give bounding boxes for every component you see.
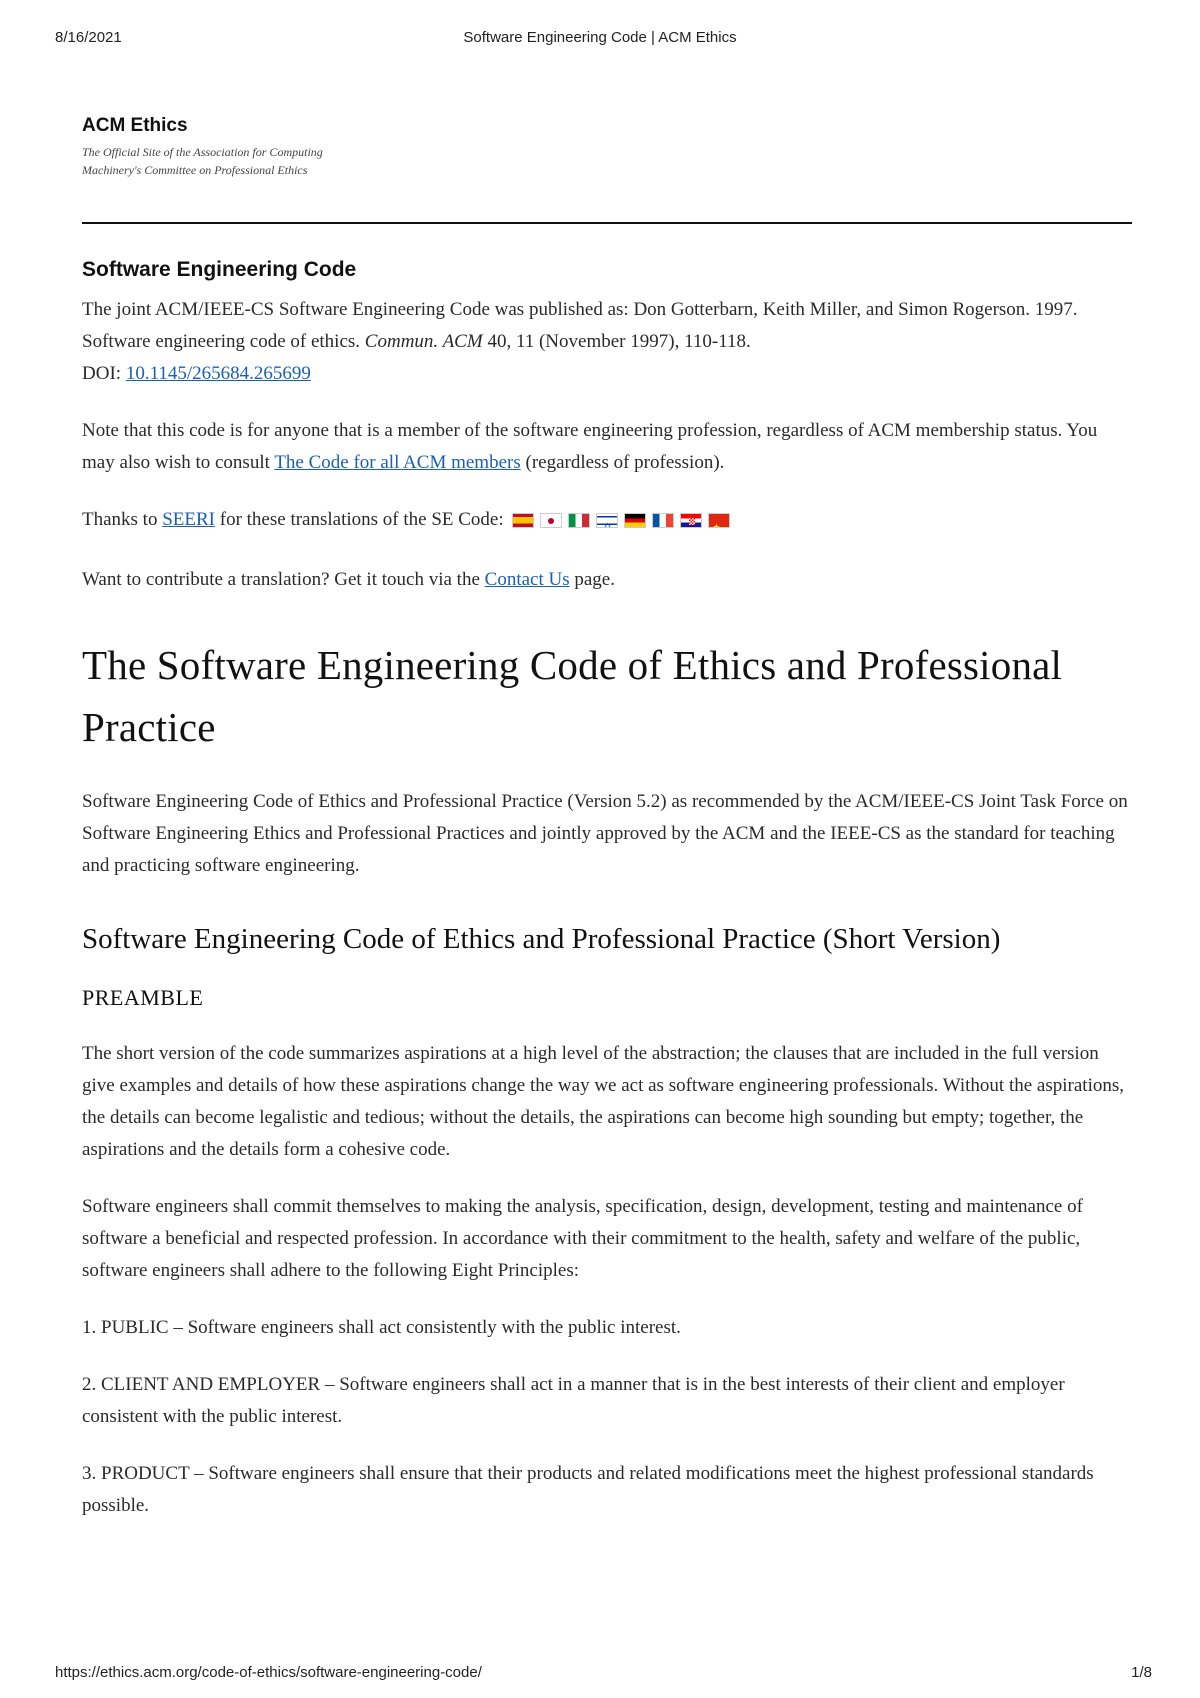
site-header (82, 115, 382, 179)
membership-note (82, 415, 1134, 479)
print-page-title: Software Engineering Code | ACM Ethics (463, 29, 737, 46)
short-version-heading: Software Engineering Code of Ethics and Professional Practice (Short Version) (82, 923, 1001, 955)
translations-paragraph (82, 504, 1134, 539)
preamble-heading: PREAMBLE (82, 985, 204, 1010)
acm-code-link[interactable]: The Code for all ACM members (274, 452, 521, 473)
print-header (0, 29, 1200, 49)
site-tagline: The Official Site of the Association for Computing Machinery's Committee on Professional Ethics (82, 145, 323, 177)
translations-after: for these translations of the SE Code: (219, 509, 504, 530)
flag-jp-icon[interactable] (540, 513, 562, 528)
contact-us-link[interactable]: Contact Us (484, 569, 570, 590)
citation-journal: Commun. ACM (364, 331, 483, 352)
flag-de-icon[interactable] (624, 513, 646, 528)
principle-item: 3. PRODUCT – Software engineers shall ensure that their products and related modifications meet the highest professional standards possible. (82, 1463, 1094, 1516)
main-heading: The Software Engineering Code of Ethics and Professional Practice (82, 642, 1063, 750)
seeri-link[interactable]: SEERI (162, 509, 215, 530)
doi-link[interactable]: 10.1145/265684.265699 (125, 363, 311, 384)
translations-text: Thanks to (82, 509, 158, 530)
principle-item: 1. PUBLIC – Software engineers shall act consistently with the public interest. (82, 1317, 681, 1338)
flag-es-icon[interactable] (512, 513, 534, 528)
translation-flags (512, 507, 736, 539)
membership-note-after: (regardless of profession). (525, 452, 725, 473)
contribute-after: page. (574, 569, 615, 590)
print-footer (0, 1664, 1200, 1684)
preamble-paragraph-1: The short version of the code summarizes aspirations at a high level of the abstraction; the clauses that are included in the full version give examples and details of how these aspirations change the way we act as software engineering professionals. Without the aspirations, the details can become legalistic and tedious; without the details, the aspirations can become high sounding but empty; together, the aspirations and the details form a cohesive code. (82, 1043, 1124, 1160)
doi-label: DOI: (82, 363, 122, 384)
citation-rest: 40, 11 (November 1997), 110-118. (487, 331, 751, 352)
citation-text: The joint ACM/IEEE-CS Software Engineering Code was published as: Don Gotterbarn, Keith Miller, and Simon Rogerson. 1997. Software engineering code of ethics. (82, 299, 1078, 352)
header-divider (82, 222, 1132, 224)
principle-item: 2. CLIENT AND EMPLOYER – Software engineers shall act in a manner that is in the best interests of their client and employer consistent with the public interest. (82, 1374, 1065, 1427)
citation-paragraph (82, 294, 1134, 390)
main-content (82, 258, 1134, 1547)
flag-fr-icon[interactable] (652, 513, 674, 528)
flag-it-icon[interactable] (568, 513, 590, 528)
preamble-paragraph-2: Software engineers shall commit themselves to making the analysis, specification, design, development, testing and maintenance of software a beneficial and respected profession. In accordance with their commitment to the health, safety and welfare of the public, software engineers shall adhere to the following Eight Principles: (82, 1196, 1083, 1281)
flag-il-icon[interactable] (596, 513, 618, 528)
site-title-link[interactable]: ACM Ethics (82, 115, 188, 136)
section-label: Software Engineering Code (82, 258, 357, 281)
code-description: Software Engineering Code of Ethics and Professional Practice (Version 5.2) as recommended by the ACM/IEEE-CS Joint Task Force on Software Engineering Ethics and Professional Practices and jointly approved by the ACM and the IEEE-CS as the standard for teaching and practicing software engineering. (82, 791, 1128, 876)
flag-cn-icon[interactable] (708, 513, 730, 528)
contribute-text: Want to contribute a translation? Get it touch via the (82, 569, 480, 590)
print-page-number: 1/8 (1131, 1664, 1152, 1681)
print-date: 8/16/2021 (55, 29, 122, 46)
flag-hr-icon[interactable] (680, 513, 702, 528)
contribute-paragraph (82, 564, 1134, 596)
membership-note-text: Note that this code is for anyone that is a member of the software engineering profession, regardless of ACM membership status. You may also wish to consult (82, 420, 1098, 473)
print-url: https://ethics.acm.org/code-of-ethics/software-engineering-code/ (55, 1664, 482, 1681)
